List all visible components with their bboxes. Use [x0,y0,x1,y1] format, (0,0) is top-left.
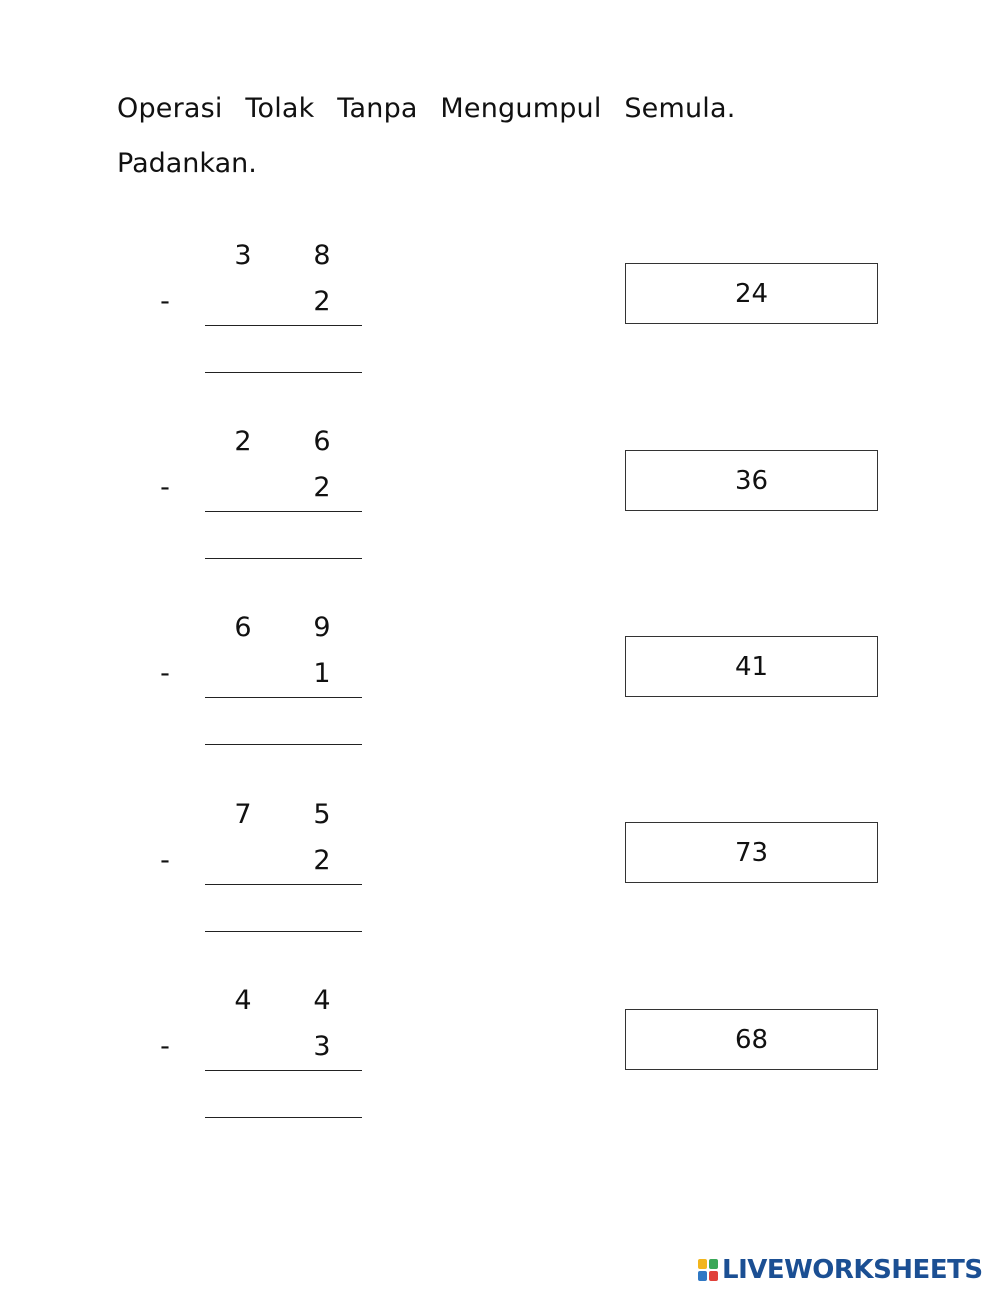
worksheet-title: Operasi Tolak Tanpa Mengumpul Semula. [117,93,736,124]
minuend-tens-digit: 3 [234,240,252,271]
subtraction-problem-5 [0,986,400,1126]
subtrahend-digit: 2 [313,472,331,503]
answer-line[interactable] [205,1117,362,1118]
minuend-tens-digit: 6 [234,612,252,643]
minuend-tens-digit: 4 [234,985,252,1016]
brand-name: LIVEWORKSHEETS [722,1255,983,1285]
operation-line [205,325,362,326]
minuend-ones-digit: 8 [313,240,331,271]
minus-sign: - [160,845,170,876]
operation-line [205,697,362,698]
operation-line [205,1070,362,1071]
answer-option-box[interactable]: 73 [625,822,878,883]
subtraction-problem-4 [0,800,400,940]
answer-option-box[interactable]: 68 [625,1009,878,1070]
minus-sign: - [160,658,170,689]
subtraction-problem-1 [0,241,400,381]
liveworksheets-logo-icon [697,1258,719,1282]
answer-option-box[interactable]: 24 [625,263,878,324]
minuend-ones-digit: 4 [313,985,331,1016]
minus-sign: - [160,472,170,503]
subtraction-problem-3 [0,613,400,753]
minuend-tens-digit: 7 [234,799,252,830]
subtraction-problem-2 [0,427,400,567]
minus-sign: - [160,1031,170,1062]
minuend-ones-digit: 5 [313,799,331,830]
minuend-ones-digit: 9 [313,612,331,643]
subtrahend-digit: 1 [313,658,331,689]
answer-option-box[interactable]: 41 [625,636,878,697]
operation-line [205,884,362,885]
operation-line [205,511,362,512]
worksheet-instruction: Padankan. [117,148,257,179]
minuend-tens-digit: 2 [234,426,252,457]
subtrahend-digit: 3 [313,1031,331,1062]
subtrahend-digit: 2 [313,845,331,876]
minuend-ones-digit: 6 [313,426,331,457]
liveworksheets-watermark [697,1254,983,1286]
answer-line[interactable] [205,558,362,559]
answer-line[interactable] [205,372,362,373]
minus-sign: - [160,286,170,317]
answer-line[interactable] [205,931,362,932]
subtrahend-digit: 2 [313,286,331,317]
answer-line[interactable] [205,744,362,745]
answer-option-box[interactable]: 36 [625,450,878,511]
